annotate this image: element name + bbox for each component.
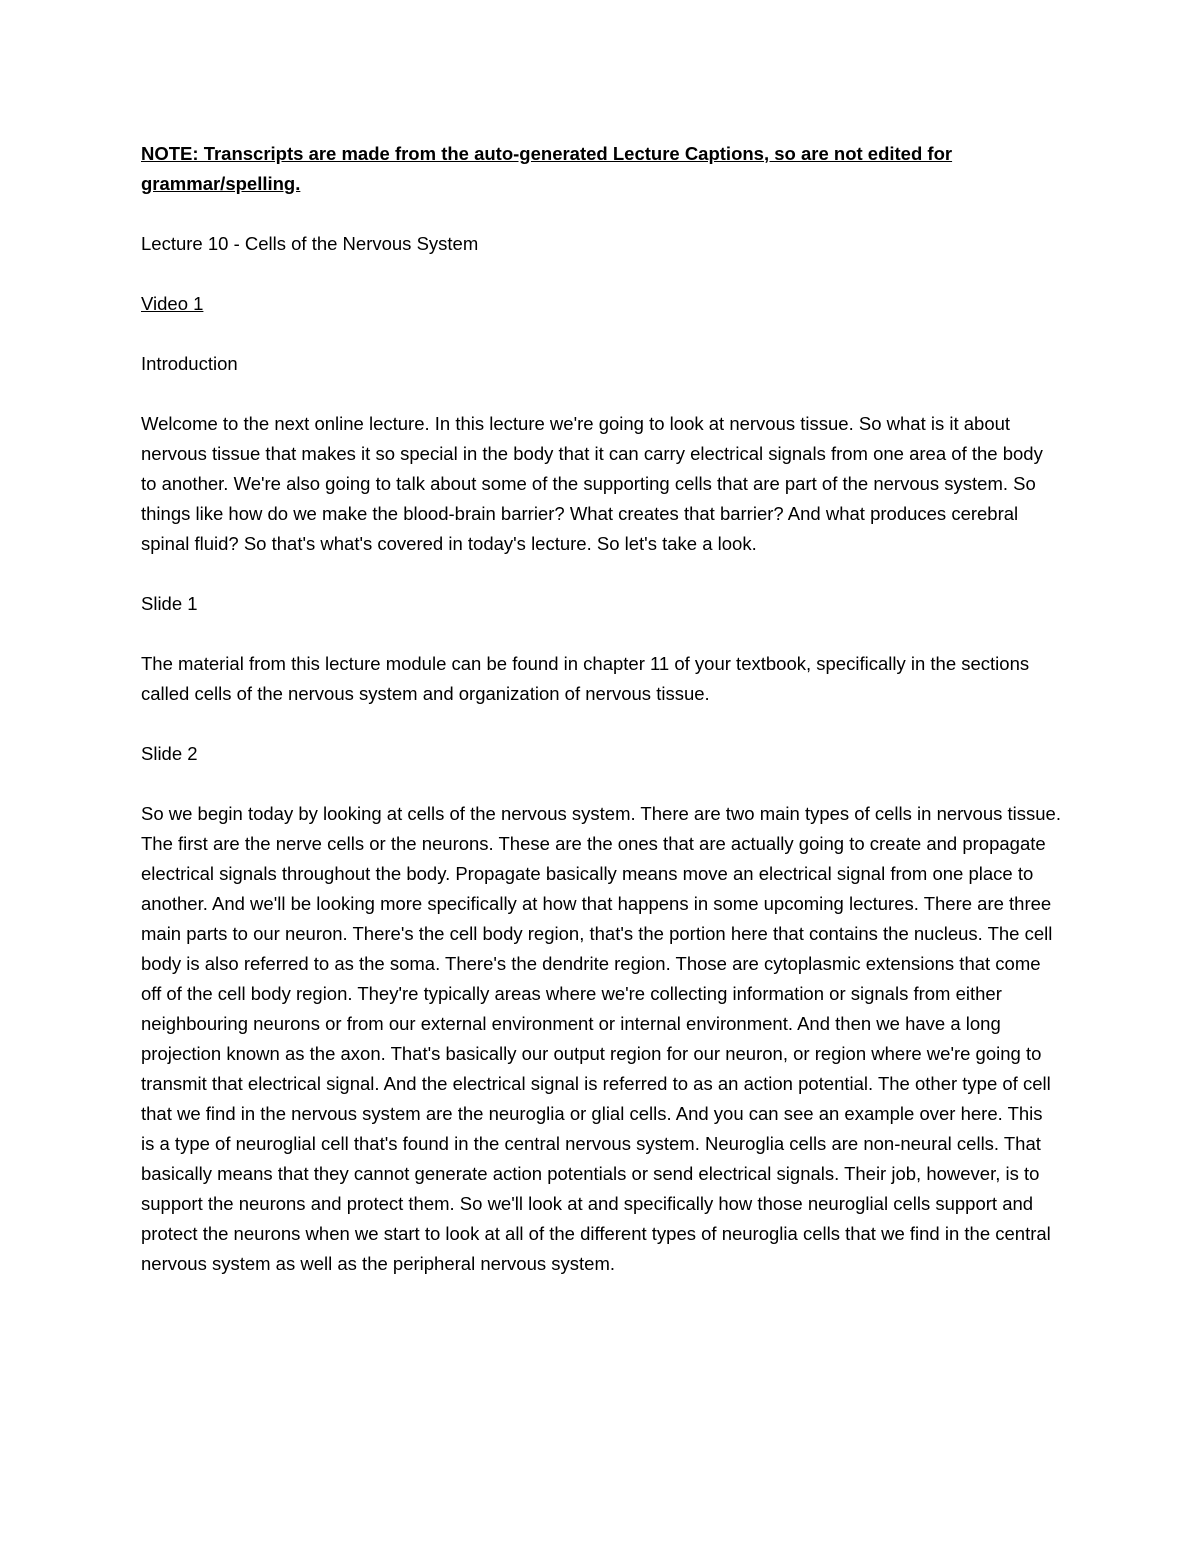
paragraph-slide-2: So we begin today by looking at cells of the nervous system. There are two main types of cells in nervous tissue. The first are the nerve cells or the neurons. These are the ones that are actually going to create and propagate electrical signals throughout the body. Propagate basically means move an electrical signal from one place to another. And we'll be looking more specifically at how that happens in some upcoming lectures. There are three main parts to our neuron. There's the cell body region, that's the portion here that contains the nucleus. The cell body is also referred to as the soma. There's the dendrite region. Those are cytoplasmic extensions that come off of the cell body region. They're typically areas where we're collecting information or signals from either neighbouring neurons or from our external environment or internal environment. And then we have a long projection known as the axon. That's basically our output region for our neuron, or region where we're going to transmit that electrical signal. And the electrical signal is referred to as an action potential. The other type of cell that we find in the nervous system are the neuroglia or glial cells. And you can see an example over here. This is a type of neuroglial cell that's found in the central nervous system. Neuroglia cells are non-neural cells. That basically means that they cannot generate action potentials or send electrical signals. Their job, however, is to support the neurons and protect them. So we'll look at and specifically how those neuroglial cells support and protect the neurons when we start to look at all of the different types of neuroglia cells that we find in the central nervous system as well as the peripheral nervous system. bbox=[141, 803, 1061, 1274]
paragraph-slide-1: The material from this lecture module can be found in chapter 11 of your textbook, specifically in the sections called cells of the nervous system and organization of nervous tissue. bbox=[141, 653, 1030, 704]
section-heading-slide-1: Slide 1 bbox=[141, 593, 198, 614]
lecture-title: Lecture 10 - Cells of the Nervous System bbox=[141, 233, 479, 254]
document-body bbox=[141, 139, 1061, 1309]
section-heading-slide-2: Slide 2 bbox=[141, 743, 198, 764]
paragraph-introduction: Welcome to the next online lecture. In this lecture we're going to look at nervous tissue. So what is it about nervous tissue that makes it so special in the body that it can carry electrical signals from one area of the body to another. We're also going to talk about some of the supporting cells that are part of the nervous system. So things like how do we make the blood-brain barrier? What creates that barrier? And what produces cerebral spinal fluid? So that's what's covered in today's lecture. So let's take a look. bbox=[141, 413, 1043, 554]
video-heading: Video 1 bbox=[141, 293, 204, 314]
transcript-note: NOTE: Transcripts are made from the auto-generated Lecture Captions, so are not edited for grammar/spelling. bbox=[141, 143, 953, 194]
section-heading-introduction: Introduction bbox=[141, 353, 238, 374]
